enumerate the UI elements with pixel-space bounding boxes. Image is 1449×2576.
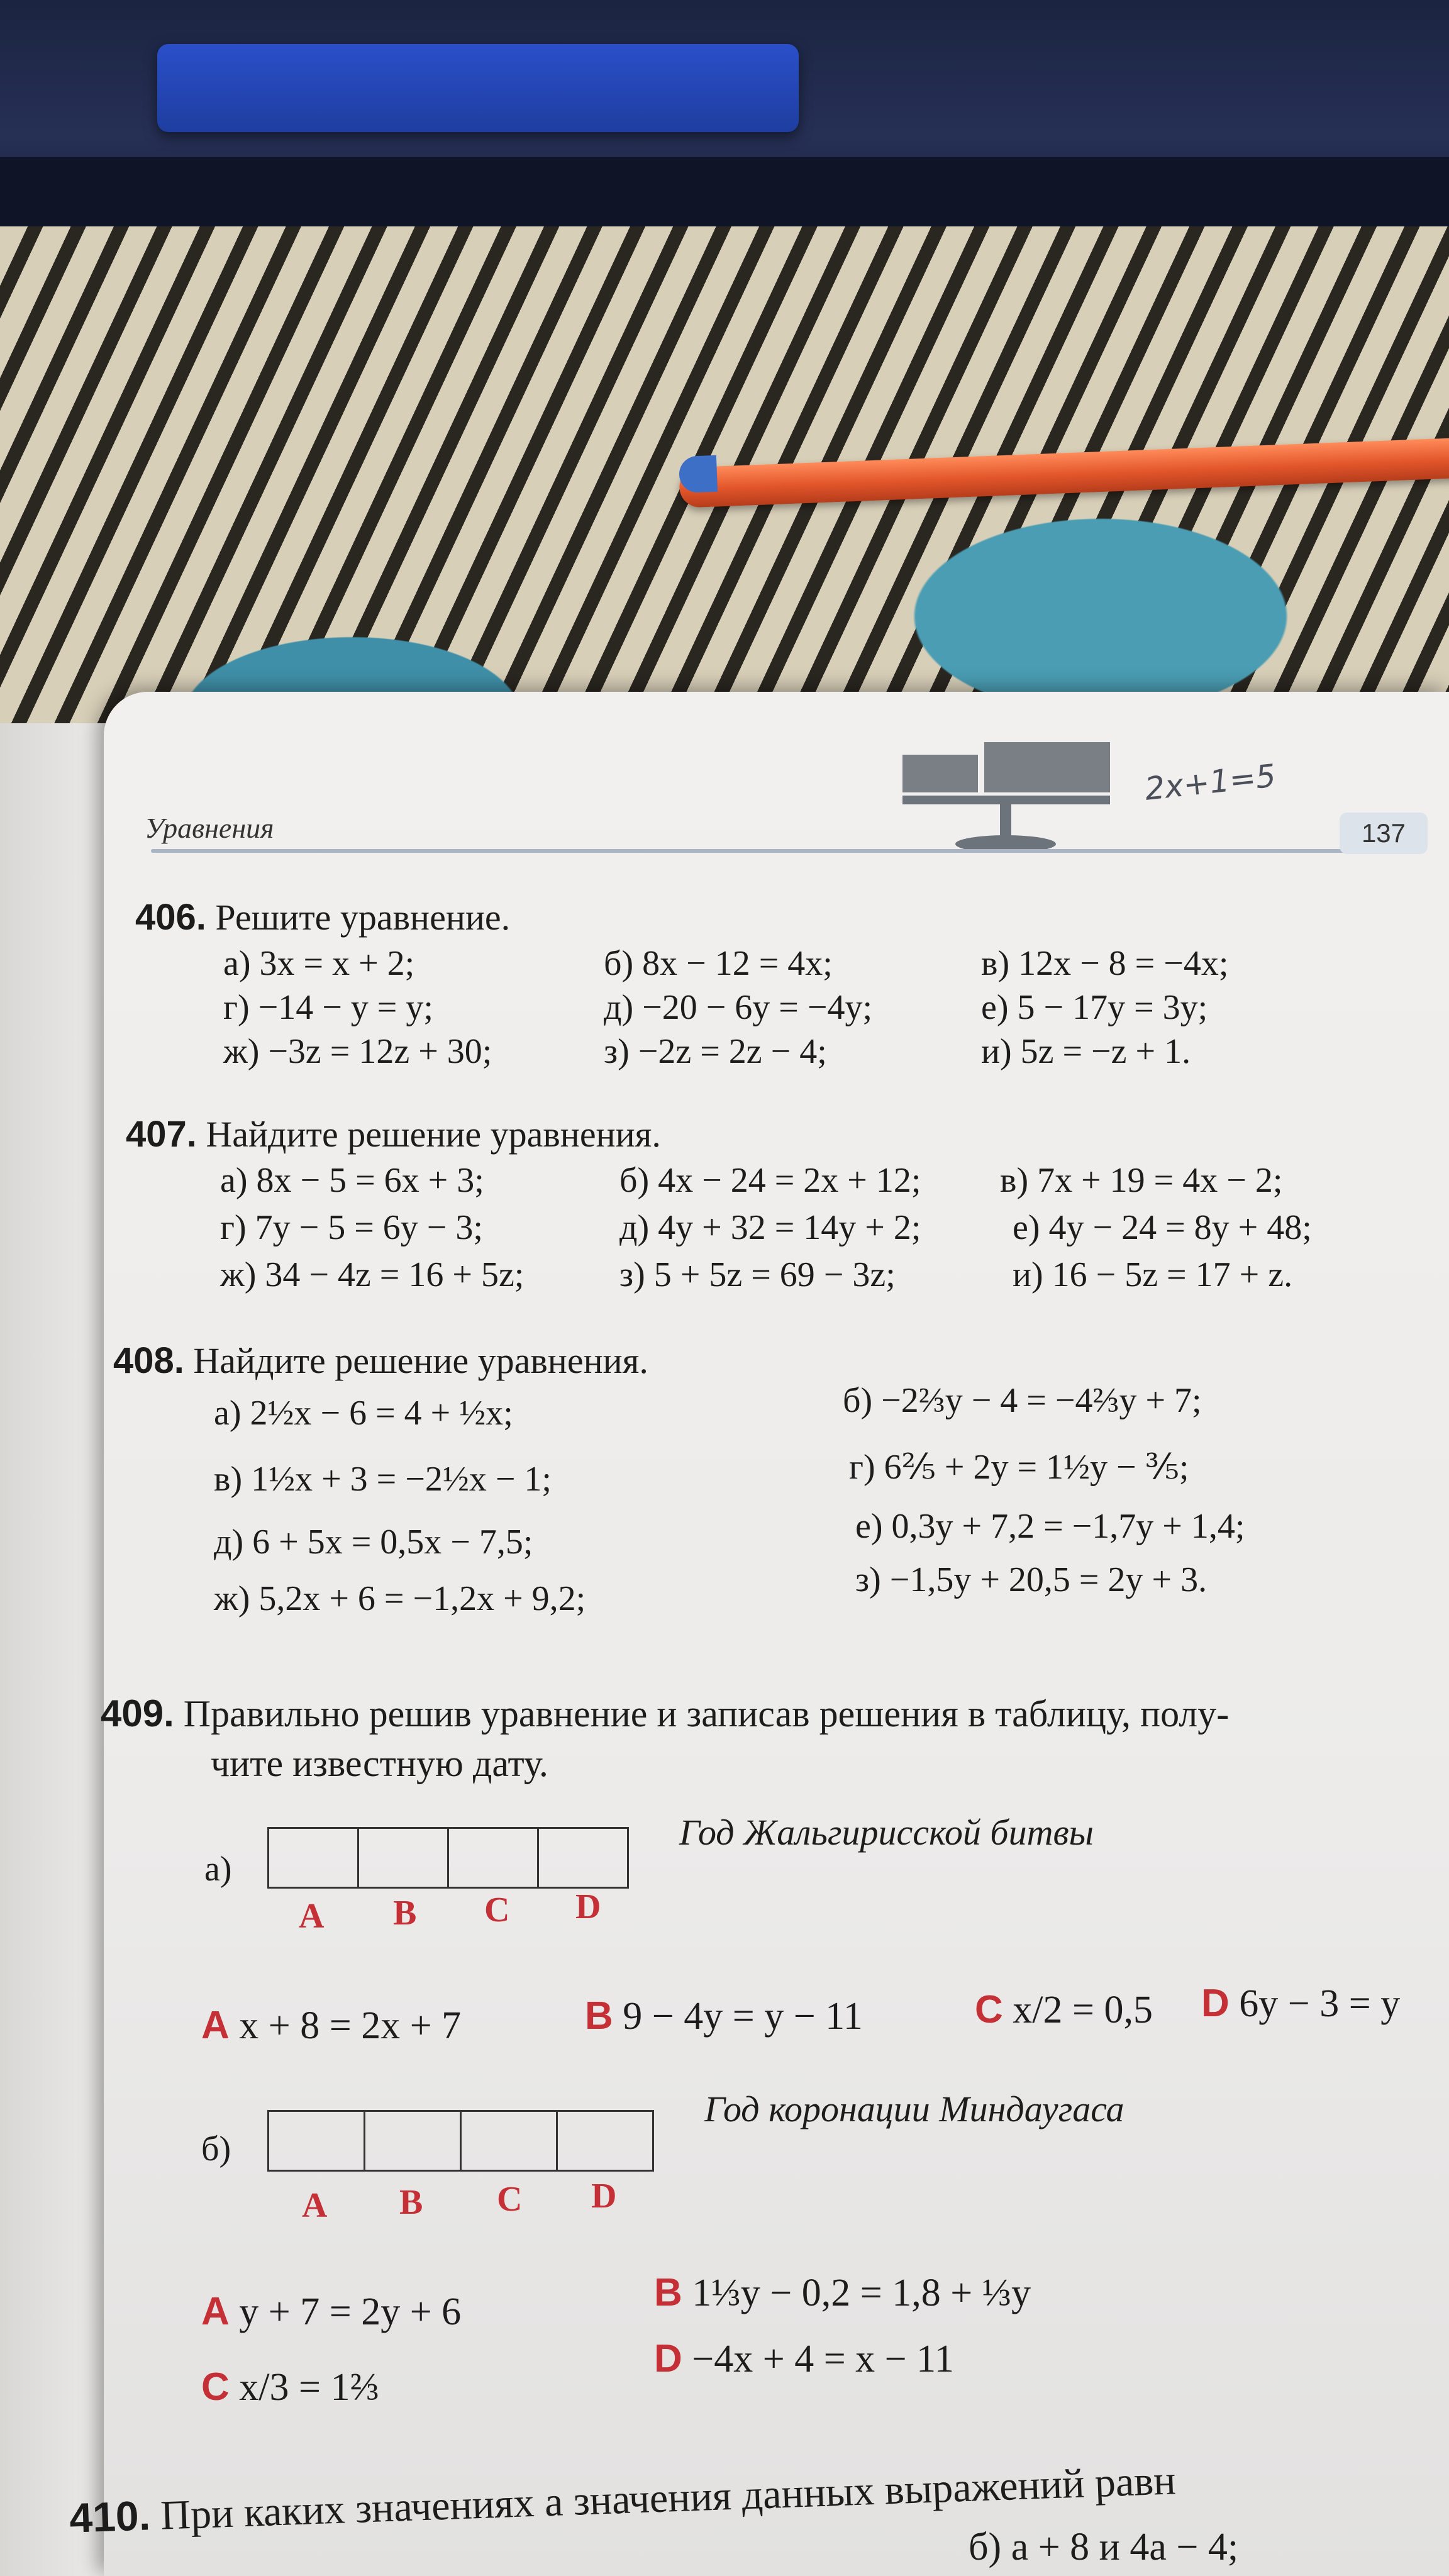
problem-title: Найдите решение уравнения. (206, 1114, 661, 1155)
balance-scale-icon (899, 736, 1126, 855)
problem-title: При каких значениях a значения данных выражений равн (160, 2457, 1177, 2539)
equation-408a: а) 2½x − 6 = 4 + ½x; (214, 1394, 513, 1433)
page-number: 137 (1340, 813, 1428, 854)
equation-409b-C: C x/3 = 1⅔ (201, 2365, 379, 2409)
equation-408v: в) 1½x + 3 = −2½x − 1; (214, 1460, 552, 1499)
equation-406i: и) 5z = −z + 1. (981, 1032, 1191, 1071)
equation-406d: д) −20 − 6y = −4y; (604, 988, 873, 1027)
equation-407v: в) 7x + 19 = 4x − 2; (1000, 1161, 1283, 1200)
answer-cell[interactable] (269, 2112, 365, 2170)
equation-407d: д) 4y + 32 = 14y + 2; (619, 1208, 921, 1247)
equation-408e: е) 0,3y + 7,2 = −1,7y + 1,4; (855, 1507, 1245, 1546)
equation-409a-D: D 6y − 3 = y (1201, 1982, 1401, 2025)
equation-406a: а) 3x = x + 2; (223, 944, 415, 983)
equation-406zh: ж) −3z = 12z + 30; (223, 1032, 492, 1071)
equation-407zh: ж) 34 − 4z = 16 + 5z; (220, 1255, 525, 1294)
problem-number: 406. (135, 897, 206, 938)
column-label: A (299, 1897, 325, 1936)
equation-407a: а) 8x − 5 = 6x + 3; (220, 1161, 484, 1200)
column-label: D (575, 1887, 601, 1926)
equation-407z: з) 5 + 5z = 69 − 3z; (619, 1255, 896, 1294)
answer-cell[interactable] (269, 1829, 359, 1887)
equation-409b-D: D −4x + 4 = x − 11 (654, 2337, 954, 2380)
column-label: C (484, 1890, 510, 1929)
equation-407g: г) 7y − 5 = 6y − 3; (220, 1208, 483, 1247)
problem-409-title-line2: чите известную дату. (211, 1743, 548, 1784)
header-divider (151, 849, 1346, 853)
problem-409-heading (101, 1692, 1229, 1736)
handwritten-equation: 2x+1=5 (1143, 757, 1278, 808)
answer-table-a (267, 1827, 629, 1889)
equation-408z: з) −1,5y + 20,5 = 2y + 3. (855, 1560, 1208, 1599)
answer-cell[interactable] (449, 1829, 539, 1887)
equation-409b-A: A y + 7 = 2y + 6 (201, 2290, 462, 2333)
laptop-edge (157, 44, 799, 132)
equation-409b-B: B 1⅓y − 0,2 = 1,8 + ⅓y (654, 2271, 1031, 2314)
equation-406v: в) 12x − 8 = −4x; (981, 944, 1229, 983)
table-b-caption: Год коронации Миндаугаса (704, 2089, 1124, 2129)
part-a-label: а) (204, 1850, 232, 1889)
answer-cell[interactable] (539, 1829, 627, 1887)
problem-407-heading (126, 1113, 661, 1155)
laptop-bar (0, 157, 1449, 226)
problem-number: 410. (69, 2492, 152, 2541)
column-label: B (393, 1894, 417, 1933)
problem-408-heading (113, 1340, 648, 1382)
problem-title: Решите уравнение. (215, 897, 511, 938)
column-label: A (302, 2186, 328, 2225)
equation-407e: е) 4y − 24 = 8y + 48; (1013, 1208, 1312, 1247)
equation-408d: д) 6 + 5x = 0,5x − 7,5; (214, 1523, 533, 1562)
equation-409a-C: C x/2 = 0,5 (975, 1988, 1153, 2031)
problem-number: 409. (101, 1692, 174, 1735)
equation-406b: б) 8x − 12 = 4x; (604, 944, 833, 983)
answer-table-b (267, 2110, 654, 2172)
equation-407i: и) 16 − 5z = 17 + z. (1013, 1255, 1293, 1294)
equation-406e: е) 5 − 17y = 3y; (981, 988, 1208, 1027)
column-label: B (399, 2183, 423, 2222)
table-a-caption: Год Жальгирисской битвы (679, 1812, 1094, 1853)
page-left-edge (0, 723, 119, 2576)
marker-cap (679, 455, 718, 493)
answer-cell[interactable] (365, 2112, 462, 2170)
answer-cell[interactable] (359, 1829, 449, 1887)
part-b-label: б) (201, 2129, 231, 2168)
equation-408zh: ж) 5,2x + 6 = −1,2x + 9,2; (214, 1579, 586, 1618)
equation-409a-B: B 9 − 4y = y − 11 (585, 1994, 863, 2038)
column-label: C (497, 2180, 523, 2219)
column-label: D (591, 2177, 617, 2216)
answer-cell[interactable] (558, 2112, 652, 2170)
equation-406g: г) −14 − y = y; (223, 988, 433, 1027)
equation-408g: г) 6⅖ + 2y = 1½y − ⅗; (849, 1448, 1189, 1487)
problem-406-heading (135, 896, 510, 938)
problem-number: 408. (113, 1340, 184, 1381)
equation-408b: б) −2⅔y − 4 = −4⅔y + 7; (843, 1381, 1202, 1420)
equation-406z: з) −2z = 2z − 4; (604, 1032, 827, 1071)
answer-cell[interactable] (462, 2112, 558, 2170)
problem-title-line1: Правильно решив уравнение и записав решения в таблицу, полу- (183, 1693, 1230, 1735)
problem-number: 407. (126, 1114, 197, 1155)
equation-407b: б) 4x − 24 = 2x + 12; (619, 1161, 921, 1200)
equation-410b: б) a + 8 и 4a − 4; (969, 2526, 1239, 2568)
equation-409a-A: A x + 8 = 2x + 7 (201, 2004, 462, 2047)
section-title: Уравнения (145, 812, 274, 844)
problem-title: Найдите решение уравнения. (193, 1340, 648, 1381)
